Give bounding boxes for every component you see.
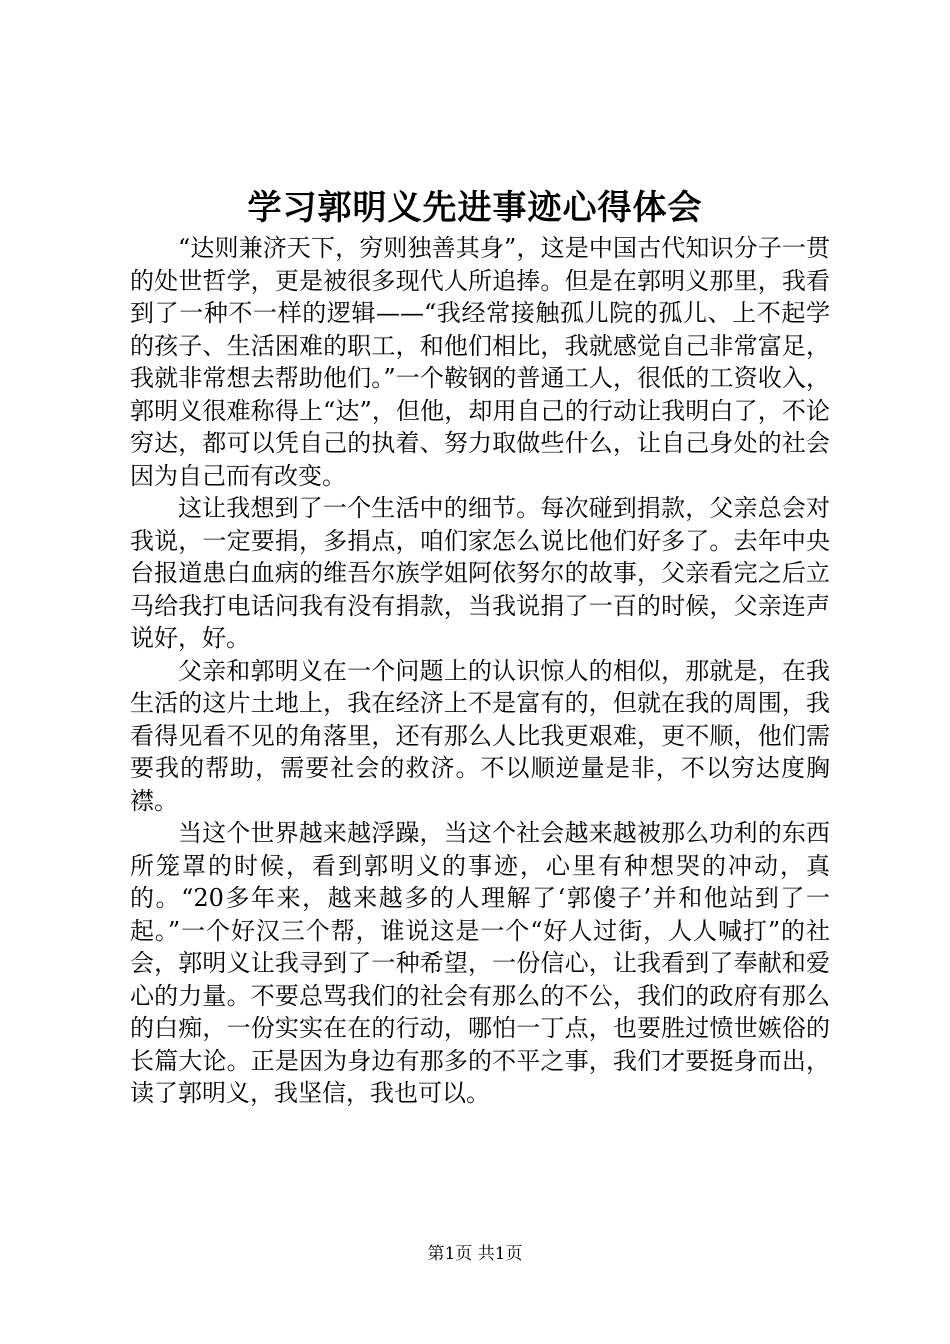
document-body bbox=[130, 232, 830, 1110]
paragraph-3: 父亲和郭明义在一个问题上的认识惊人的相似，那就是，在我生活的这片土地上，我在经济上不是富有的，但就在我的周围，我看得见看不见的角落里，还有那么人比我更艰难，更不顺，他们需要我的帮助，需要社会的救济。不以顺逆量是非，不以穷达度胸襟。 bbox=[130, 656, 830, 815]
page-footer: 第1页 共1页 bbox=[427, 1244, 523, 1264]
paragraph-1: “达则兼济天下，穷则独善其身”，这是中国古代知识分子一贯的处世哲学，更是被很多现代人所追捧。但是在郭明义那里，我看到了一种不一样的逻辑——“我经常接触孤儿院的孤儿、上不起学的孩子、生活困难的职工，和他们相比，我就感觉自己非常富足，我就非常想去帮助他们。”一个鞍钢的普通工人，很低的工资收入，郭明义很难称得上“达”，但他，却用自己的行动让我明白了，不论穷达，都可以凭自己的执着、努力取做些什么，让自己身处的社会因为自己而有改变。 bbox=[130, 234, 830, 490]
document-title: 学习郭明义先进事迹心得体会 bbox=[247, 188, 703, 228]
paragraph-2: 这让我想到了一个生活中的细节。每次碰到捐款，父亲总会对我说，一定要捐，多捐点，咱们家怎么说比他们好多了。去年中央台报道患白血病的维吾尔族学姐阿依努尔的故事，父亲看完之后立马给我打电话问我有没有捐款，当我说捐了一百的时候，父亲连声说好，好。 bbox=[130, 494, 830, 652]
paragraph-4: 当这个世界越来越浮躁，当这个社会越来越被那么功利的东西所笼罩的时候，看到郭明义的事迹，心里有种想哭的冲动，真的。“20多年来，越来越多的人理解了‘郭傻子’并和他站到了一起。”一个好汉三个帮，谁说这是一个“好人过街，人人喊打”的社会，郭明义让我寻到了一种希望，一份信心，让我看到了奉献和爱心的力量。不要总骂我们的社会有那么的不公，我们的政府有那么的白痴，一份实实在在的行动，哪怕一丁点，也要胜过愤世嫉俗的长篇大论。正是因为身边有那多的不平之事，我们才要挺身而出，读了郭明义，我坚信，我也可以。 bbox=[130, 819, 830, 1107]
